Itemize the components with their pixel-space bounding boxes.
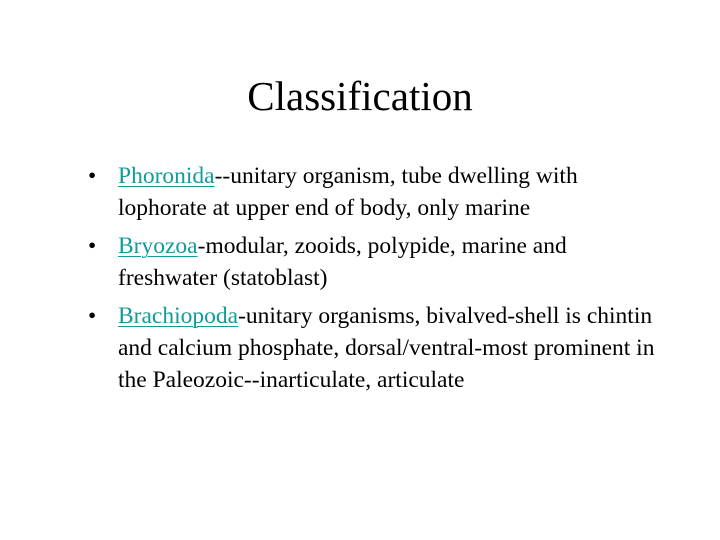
bullet-text: --unitary organism, tube dwelling with lophorate at upper end of body, only marine xyxy=(118,163,578,221)
bullet-dot-icon: • xyxy=(88,233,97,259)
bullet-item-phoronida xyxy=(88,160,658,224)
bullet-dot-icon: • xyxy=(88,163,97,189)
bullet-text: -unitary organisms, bivalved-shell is chintin and calcium phosphate, dorsal/ventral-most prominent in the Paleozoic--inarticulate, articulate xyxy=(118,303,655,393)
bullet-item-bryozoa xyxy=(88,230,658,294)
bullet-dot-icon: • xyxy=(88,303,97,329)
bullet-item-brachiopoda xyxy=(88,300,658,396)
bryozoa-link[interactable]: Bryozoa xyxy=(118,233,198,259)
slide-title: Classification xyxy=(247,73,473,119)
phoronida-link[interactable]: Phoronida xyxy=(118,163,215,189)
bullet-text: -modular, zooids, polypide, marine and freshwater (statoblast) xyxy=(118,233,567,291)
bullet-list xyxy=(88,160,658,402)
brachiopoda-link[interactable]: Brachiopoda xyxy=(118,303,239,329)
